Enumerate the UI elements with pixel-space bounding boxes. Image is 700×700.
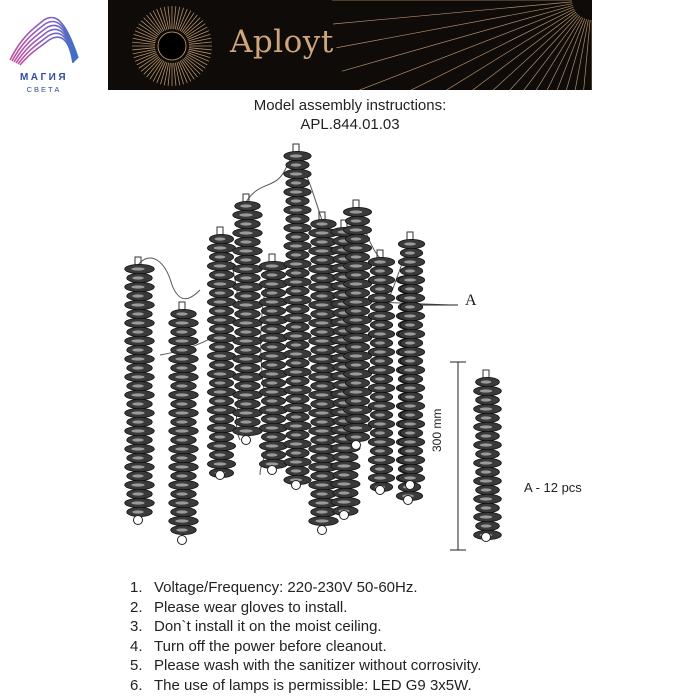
detail-strand bbox=[474, 370, 502, 542]
instruction-list bbox=[130, 578, 481, 695]
list-item: 4. Turn off the power before cleanout. bbox=[130, 637, 387, 655]
list-item: 2. Please wear gloves to install. bbox=[130, 598, 348, 616]
crystal-strand bbox=[233, 194, 263, 445]
crystal-strand bbox=[284, 144, 311, 490]
brand-name: Aployt bbox=[230, 24, 334, 60]
crystal-strand bbox=[368, 250, 394, 495]
brand-banner bbox=[108, 0, 592, 90]
quantity-label: A - 12 pcs bbox=[524, 480, 582, 495]
logo-text-magiya: МАГИЯ bbox=[19, 72, 69, 83]
crystal-strand bbox=[125, 257, 155, 525]
list-item: 3. Don`t install it on the moist ceiling. bbox=[130, 618, 382, 635]
crystal-strand bbox=[207, 227, 235, 480]
crystal-strand bbox=[398, 232, 424, 490]
list-item: 6. The use of lamps is permissible: LED G9 3x5W. bbox=[130, 676, 472, 694]
chandelier-drawing bbox=[110, 140, 580, 560]
crystal-strand bbox=[169, 302, 199, 545]
brand-logo bbox=[4, 6, 84, 96]
list-item: 5. Please wash with the sanitizer without corrosivity. bbox=[130, 657, 482, 674]
crystal-strand bbox=[259, 254, 287, 475]
logo-text-sveta: СВЕТА bbox=[26, 85, 62, 94]
sunburst-icon bbox=[108, 0, 592, 90]
list-item: 1. Voltage/Frequency: 220-230V 50-60Hz. bbox=[130, 579, 418, 596]
model-number: APL.844.01.03 bbox=[300, 116, 400, 133]
wave-logo-icon bbox=[4, 6, 84, 70]
document-title: Model assembly instructions: bbox=[253, 97, 447, 114]
part-label-a: A bbox=[465, 292, 477, 309]
dimension-label: 300 mm bbox=[430, 408, 444, 452]
